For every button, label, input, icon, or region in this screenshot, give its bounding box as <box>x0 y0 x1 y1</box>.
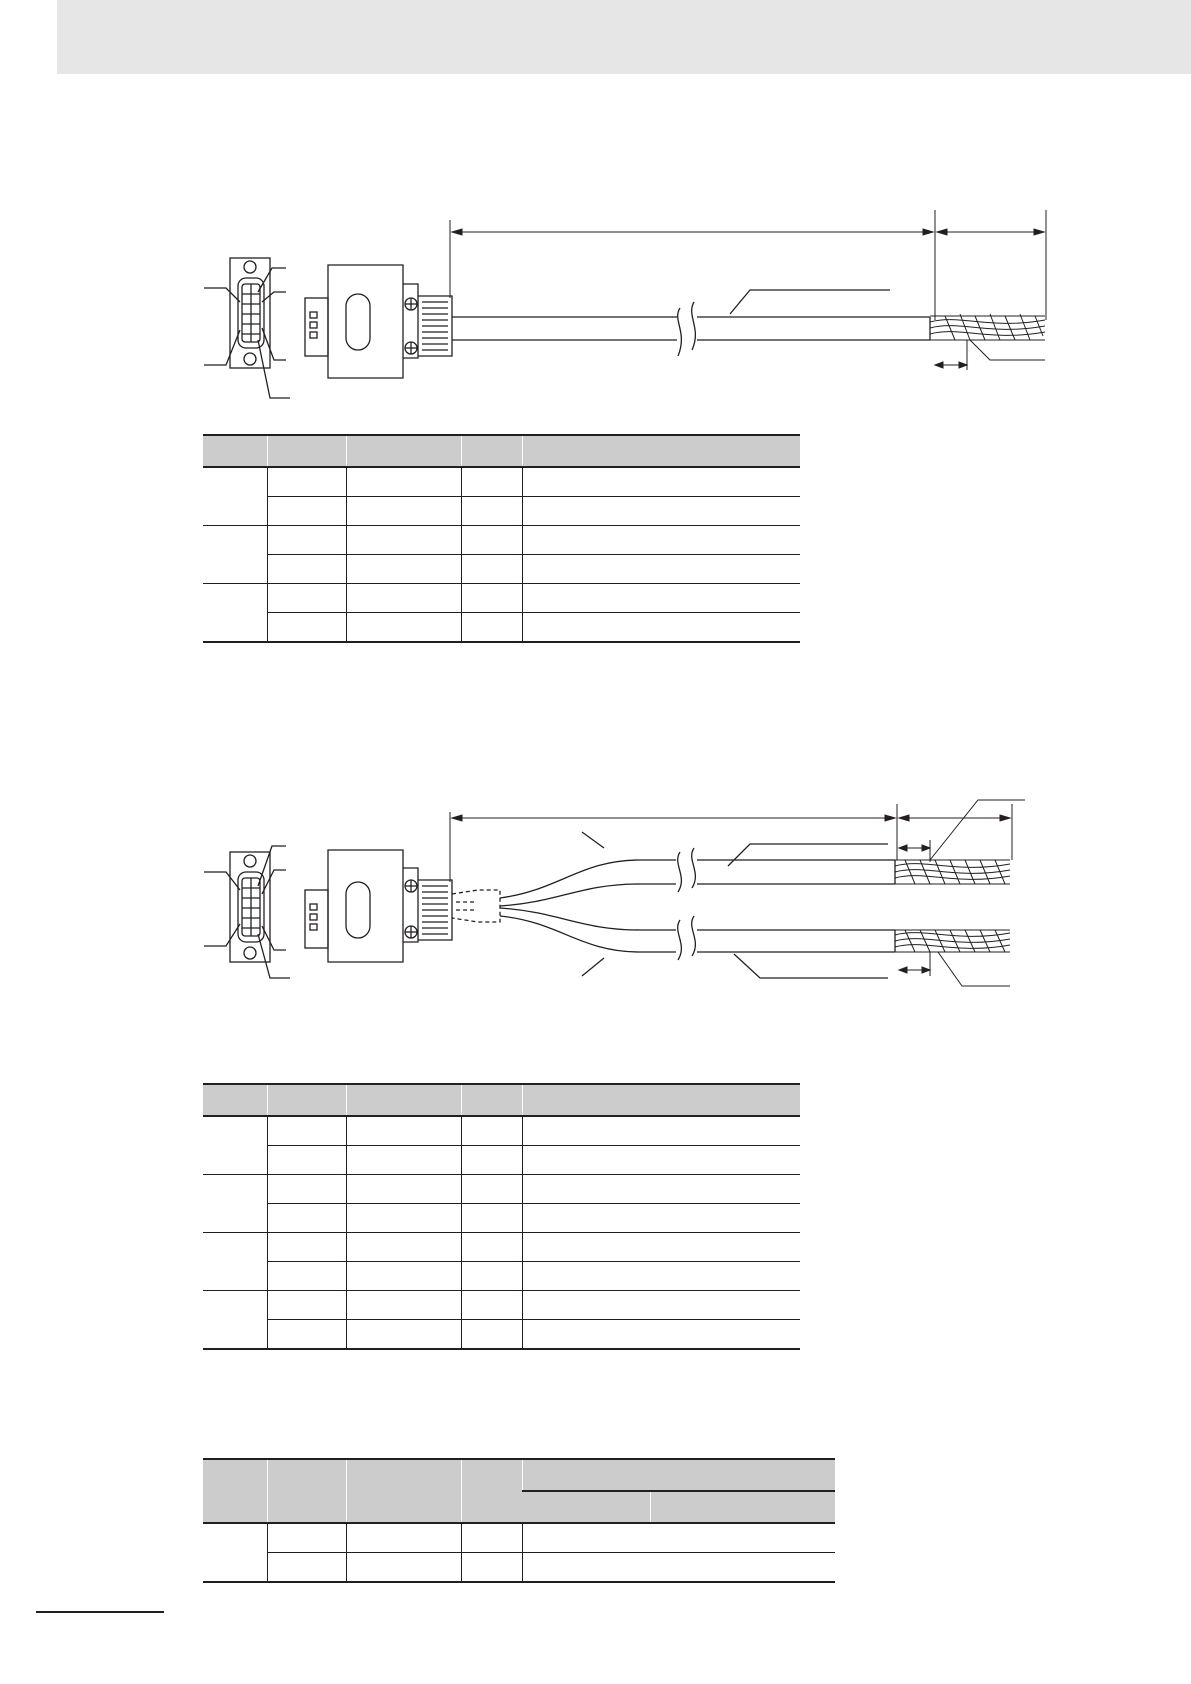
cable-diagram-split <box>0 790 1191 1000</box>
footer-rule <box>36 1611 164 1613</box>
group-cell <box>203 467 267 526</box>
group-cell <box>203 1291 267 1350</box>
connector-face <box>204 258 290 398</box>
header-cell <box>461 1459 522 1523</box>
header-cell <box>203 1084 267 1116</box>
table-row <box>203 1291 800 1320</box>
header-subcell <box>650 1491 835 1523</box>
table-header-row <box>203 1459 835 1491</box>
table-row <box>203 555 800 584</box>
spec-table-top <box>203 434 800 643</box>
table-row <box>203 497 800 526</box>
header-cell <box>203 1459 267 1523</box>
cable <box>452 290 930 356</box>
page-header-band <box>57 0 1191 74</box>
table-header-row <box>203 1084 800 1116</box>
stripped-wire-end <box>930 314 1045 360</box>
table-row <box>203 1116 800 1146</box>
header-cell <box>267 435 346 467</box>
table-row <box>203 467 800 497</box>
connector-face <box>204 846 290 978</box>
stripped-wire-ends <box>895 800 1025 986</box>
header-cell <box>346 1084 461 1116</box>
spec-table-middle <box>203 1083 800 1350</box>
group-cell <box>203 1233 267 1291</box>
spec-table-bottom <box>203 1458 835 1583</box>
dimension-lines <box>450 210 1046 370</box>
cable-diagram-single <box>0 210 1191 410</box>
header-cell <box>267 1084 346 1116</box>
header-cell <box>346 1459 461 1523</box>
table-row <box>203 526 800 555</box>
table-row <box>203 584 800 613</box>
group-cell <box>203 584 267 643</box>
header-cell <box>461 1084 522 1116</box>
connector-body <box>305 850 452 962</box>
connector-body <box>305 265 452 378</box>
table-row <box>203 1233 800 1262</box>
header-cell-group <box>522 1459 835 1491</box>
table-row <box>203 1204 800 1233</box>
header-cell <box>203 435 267 467</box>
header-cell <box>522 435 800 467</box>
table-row <box>203 1175 800 1204</box>
group-cell <box>203 1175 267 1233</box>
cable-splitter-sleeve <box>452 890 500 922</box>
header-cell <box>522 1084 800 1116</box>
header-cell <box>461 435 522 467</box>
group-cell <box>203 526 267 584</box>
group-cell <box>203 1523 267 1582</box>
table-header-row <box>203 435 800 467</box>
table-row <box>203 1262 800 1291</box>
header-cell <box>267 1459 346 1523</box>
table-row <box>203 613 800 643</box>
group-cell <box>203 1116 267 1175</box>
header-cell <box>346 435 461 467</box>
table-row <box>203 1523 835 1553</box>
table-row <box>203 1320 800 1350</box>
table-row <box>203 1553 835 1583</box>
header-subcell <box>522 1491 650 1523</box>
table-row <box>203 1146 800 1175</box>
cable-branches <box>500 832 895 978</box>
